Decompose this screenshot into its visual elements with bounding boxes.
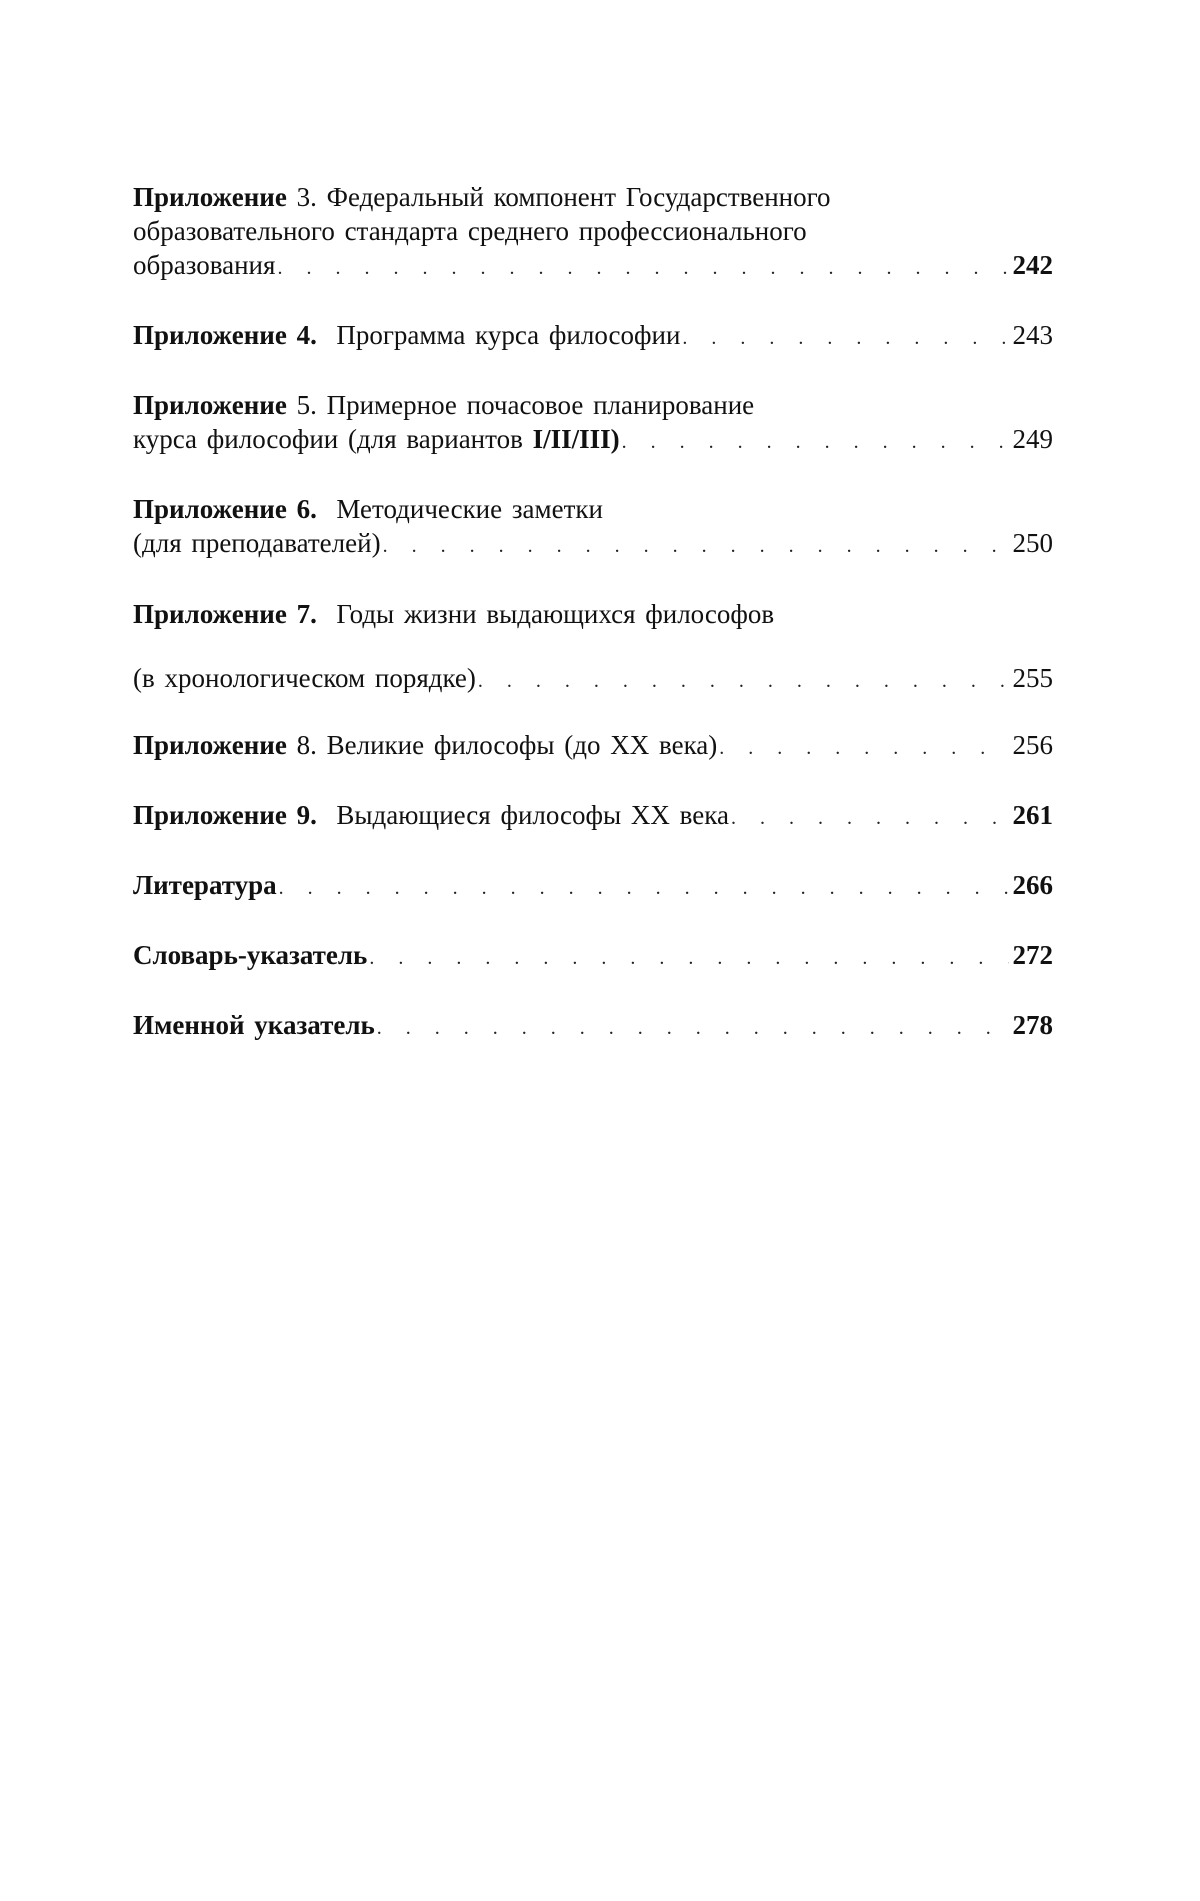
page-number: 250 — [1012, 528, 1053, 558]
toc-entry-literature — [133, 868, 1053, 905]
entry-heading: Приложение 9. — [133, 800, 317, 830]
toc-line — [133, 526, 1053, 563]
entry-heading: Приложение — [133, 730, 287, 760]
toc-line — [133, 661, 1053, 698]
toc-line — [133, 798, 1053, 835]
dot-leader — [478, 664, 1009, 698]
entry-title-continued: образовательного стандарта среднего профессионального — [133, 216, 807, 246]
entry-heading: Приложение — [133, 182, 287, 212]
page-number: 266 — [1012, 870, 1053, 900]
page-number: 249 — [1012, 424, 1053, 454]
page-number: 278 — [1012, 1010, 1053, 1040]
dot-leader — [279, 871, 1009, 905]
toc-entry-appendix-8 — [133, 728, 1053, 765]
entry-title: Выдающиеся философы XX века — [336, 800, 729, 830]
entry-heading: Приложение 6. — [133, 494, 317, 524]
table-of-contents — [133, 180, 1053, 1045]
toc-line — [133, 938, 1053, 975]
toc-line — [133, 868, 1053, 905]
page-number: 242 — [1012, 250, 1053, 280]
dot-leader — [731, 801, 1009, 835]
toc-line — [133, 597, 1053, 631]
dot-leader — [277, 251, 1008, 285]
toc-line — [133, 248, 1053, 285]
page-number: 261 — [1012, 800, 1053, 830]
toc-entry-appendix-4 — [133, 318, 1053, 355]
dot-leader — [682, 321, 1008, 355]
page-number: 256 — [1012, 730, 1053, 760]
entry-heading: Словарь-указатель — [133, 940, 368, 970]
toc-line — [133, 388, 1053, 422]
entry-heading: Приложение 4. — [133, 320, 317, 350]
entry-heading: Литература — [133, 870, 277, 900]
toc-entry-name-index — [133, 1008, 1053, 1045]
toc-entry-glossary-index — [133, 938, 1053, 975]
toc-entry-appendix-6 — [133, 492, 1053, 563]
entry-title: 8. Великие философы (до XX века) — [296, 730, 718, 760]
dot-leader — [622, 425, 1009, 459]
toc-line — [133, 492, 1053, 526]
dot-leader — [383, 529, 1009, 563]
entry-title: 5. Примерное почасовое планирование — [296, 390, 755, 420]
toc-entry-appendix-3 — [133, 180, 1053, 285]
dot-leader — [377, 1011, 1009, 1045]
dot-leader — [719, 731, 1008, 765]
entry-title-continued: (для преподавателей) — [133, 528, 381, 558]
toc-entry-appendix-9 — [133, 798, 1053, 835]
page-number: 255 — [1012, 663, 1053, 693]
toc-entry-appendix-5 — [133, 388, 1053, 459]
entry-title: 3. Федеральный компонент Государственного — [296, 182, 831, 212]
entry-title-bold: I/II/III) — [532, 424, 620, 454]
page-number: 272 — [1012, 940, 1053, 970]
entry-title: Программа курса философии — [336, 320, 681, 350]
toc-line — [133, 422, 1053, 459]
entry-title: Методические заметки — [336, 494, 603, 524]
entry-heading: Приложение 7. — [133, 599, 317, 629]
toc-entry-appendix-7 — [133, 597, 1053, 698]
entry-title: Годы жизни выдающихся философов — [336, 599, 775, 629]
dot-leader — [369, 941, 1008, 975]
toc-line — [133, 214, 1053, 248]
entry-title-continued: образования — [133, 250, 276, 280]
entry-title-continued: (в хронологическом порядке) — [133, 663, 476, 693]
entry-heading: Приложение — [133, 390, 287, 420]
toc-line — [133, 318, 1053, 355]
entry-title-continued: курса философии (для вариантов — [133, 424, 533, 454]
toc-line — [133, 180, 1053, 214]
toc-line — [133, 1008, 1053, 1045]
entry-heading: Именной указатель — [133, 1010, 375, 1040]
toc-line — [133, 728, 1053, 765]
page-number: 243 — [1012, 320, 1053, 350]
